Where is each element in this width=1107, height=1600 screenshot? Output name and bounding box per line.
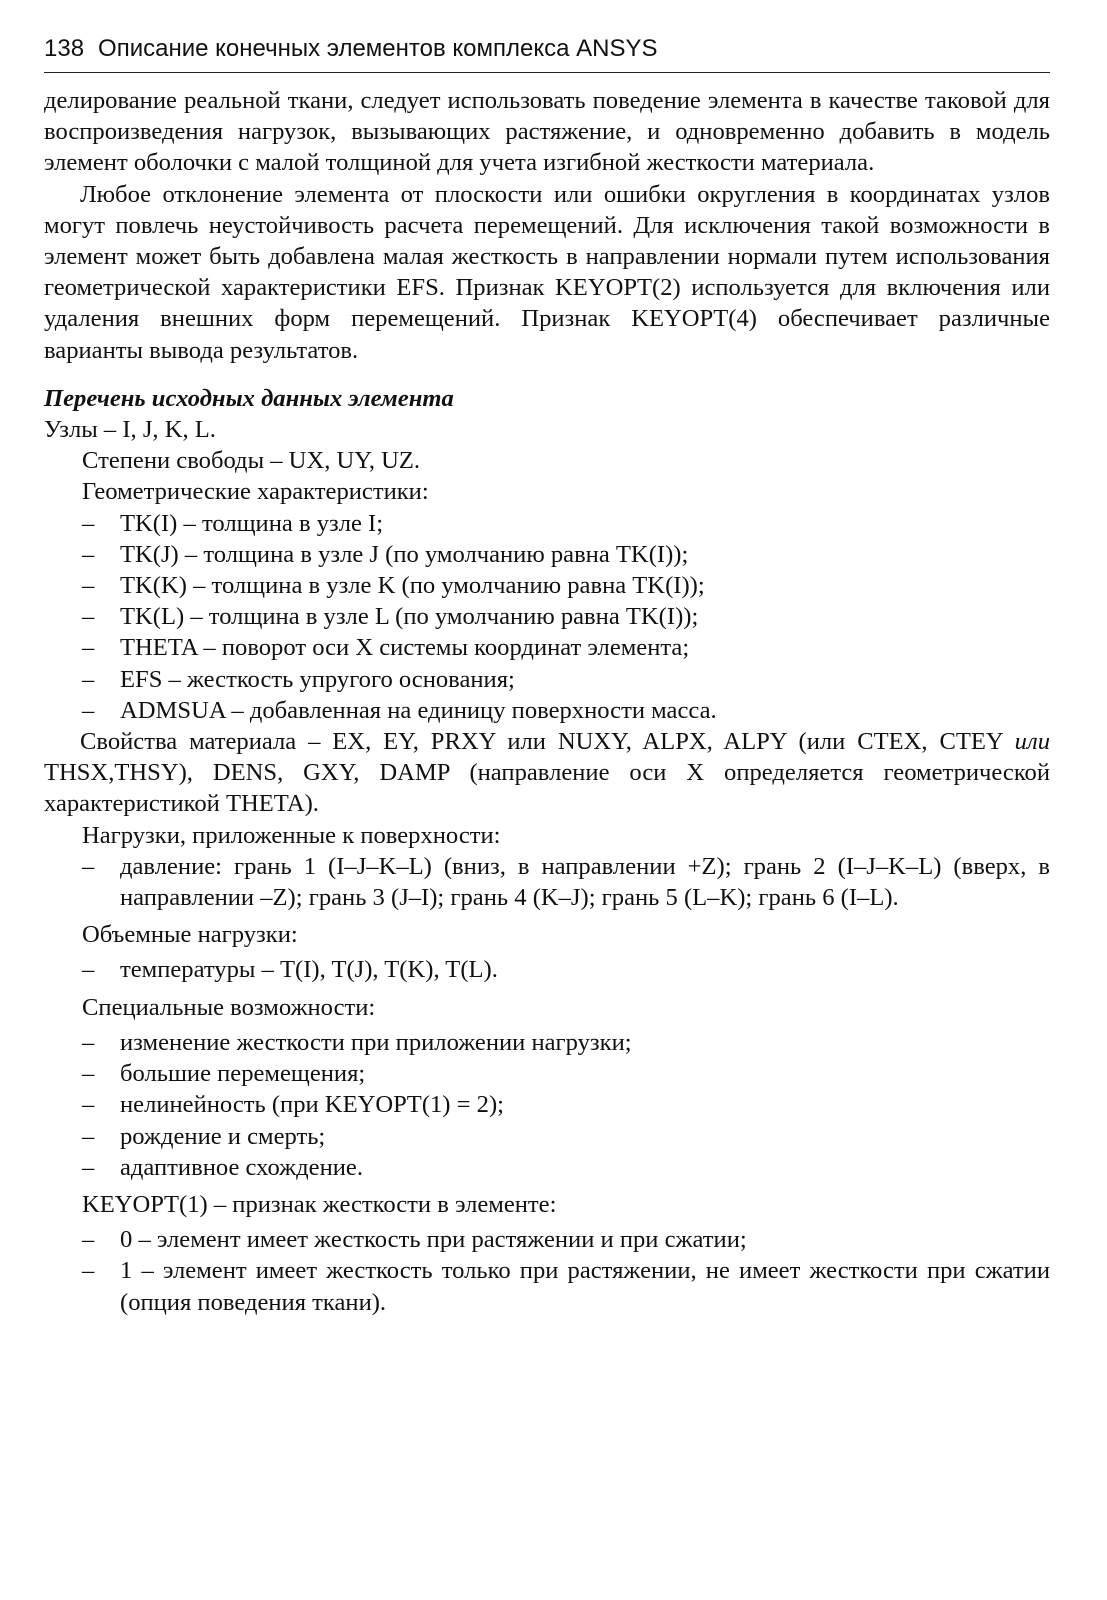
list-item: – 0 – элемент имеет жесткость при растяжении и при сжатии; (44, 1224, 1050, 1255)
paragraph-continued: делирование реальной ткани, следует использовать поведение элемента в качестве таковой для воспроизведения нагрузок, вызывающих растяжение, и одновременно добавить в модель элемент оболочки с малой толщиной для учета изгибной жесткости материала. (44, 87, 1050, 177)
surface-loads-list (44, 851, 1050, 913)
material-text-or: или (1014, 728, 1050, 756)
list-item: – 1 – элемент имеет жесткость только при растяжении, не имеет жесткости при сжатии (опция поведения ткани). (44, 1255, 1050, 1317)
geometry-list (44, 508, 1050, 726)
dof-line: Степени свободы – UX, UY, UZ. (82, 447, 421, 475)
paragraph-stability: Любое отклонение элемента от плоскости или ошибки округления в координатах узлов могут повлечь неустойчивость расчета перемещений. Для исключения такой возможности в элемент может быть добавлена малая жесткость в направлении нормали путем использования геометрической характеристики EFS. Признак KEYOPT(2) используется для включения или удаления внешних форм перемещений. Признак KEYOPT(4) обеспечивает различные варианты вывода результатов. (44, 180, 1050, 364)
list-item: – THETA – поворот оси X системы координат элемента; (44, 632, 1050, 663)
section-heading: Перечень исходных данных элемента (44, 384, 454, 412)
body-loads-title: Объемные нагрузки: (82, 921, 298, 949)
list-item: – TK(K) – толщина в узле K (по умолчанию равна TK(I)); (44, 570, 1050, 601)
keyopt1-list (44, 1224, 1050, 1318)
page-number: 138 (44, 35, 85, 62)
material-properties (44, 726, 1050, 820)
list-item: – рождение и смерть; (44, 1121, 1050, 1152)
surface-loads-title: Нагрузки, приложенные к поверхности: (82, 821, 501, 849)
special-list (44, 1027, 1050, 1183)
list-item: – EFS – жесткость упругого основания; (44, 664, 1050, 695)
nodes-line: Узлы – I, J, K, L. (44, 416, 216, 444)
list-item: – температуры – T(I), T(J), T(K), T(L). (44, 954, 1050, 985)
keyopt1-title: KEYOPT(1) – признак жесткости в элементе: (82, 1190, 557, 1218)
list-item: – ADMSUA – добавленная на единицу поверхности масса. (44, 695, 1050, 726)
list-item: – давление: грань 1 (I–J–K–L) (вниз, в направлении +Z); грань 2 (I–J–K–L) (вверх, в направлении –Z); грань 3 (J–I); грань 4 (K–J); грань 5 (L–K); грань 6 (I–L). (44, 851, 1050, 913)
running-header (44, 34, 1050, 73)
list-item: – большие перемещения; (44, 1058, 1050, 1089)
list-item: – TK(L) – толщина в узле L (по умолчанию равна TK(I)); (44, 601, 1050, 632)
material-text-1: Свойства материала – EX, EY, PRXY или NUXY, ALPX, ALPY (или CTEX, CTEY (80, 728, 1015, 756)
list-item: – TK(I) – толщина в узле I; (44, 508, 1050, 539)
body-loads-list (44, 954, 1050, 985)
page-body (44, 85, 1050, 1318)
running-title: Описание конечных элементов комплекса ANSYS (98, 35, 658, 62)
material-text-2: THSX,THSY), DENS, GXY, DAMP (направление оси X определяется геометрической характеристикой THETA). (44, 759, 1050, 818)
document-page (44, 34, 1050, 1318)
geometry-title: Геометрические характеристики: (82, 478, 429, 506)
special-title: Специальные возможности: (82, 993, 376, 1021)
list-item: – нелинейность (при KEYOPT(1) = 2); (44, 1089, 1050, 1120)
list-item: – TK(J) – толщина в узле J (по умолчанию равна TK(I)); (44, 539, 1050, 570)
list-item: – изменение жесткости при приложении нагрузки; (44, 1027, 1050, 1058)
list-item: – адаптивное схождение. (44, 1152, 1050, 1183)
